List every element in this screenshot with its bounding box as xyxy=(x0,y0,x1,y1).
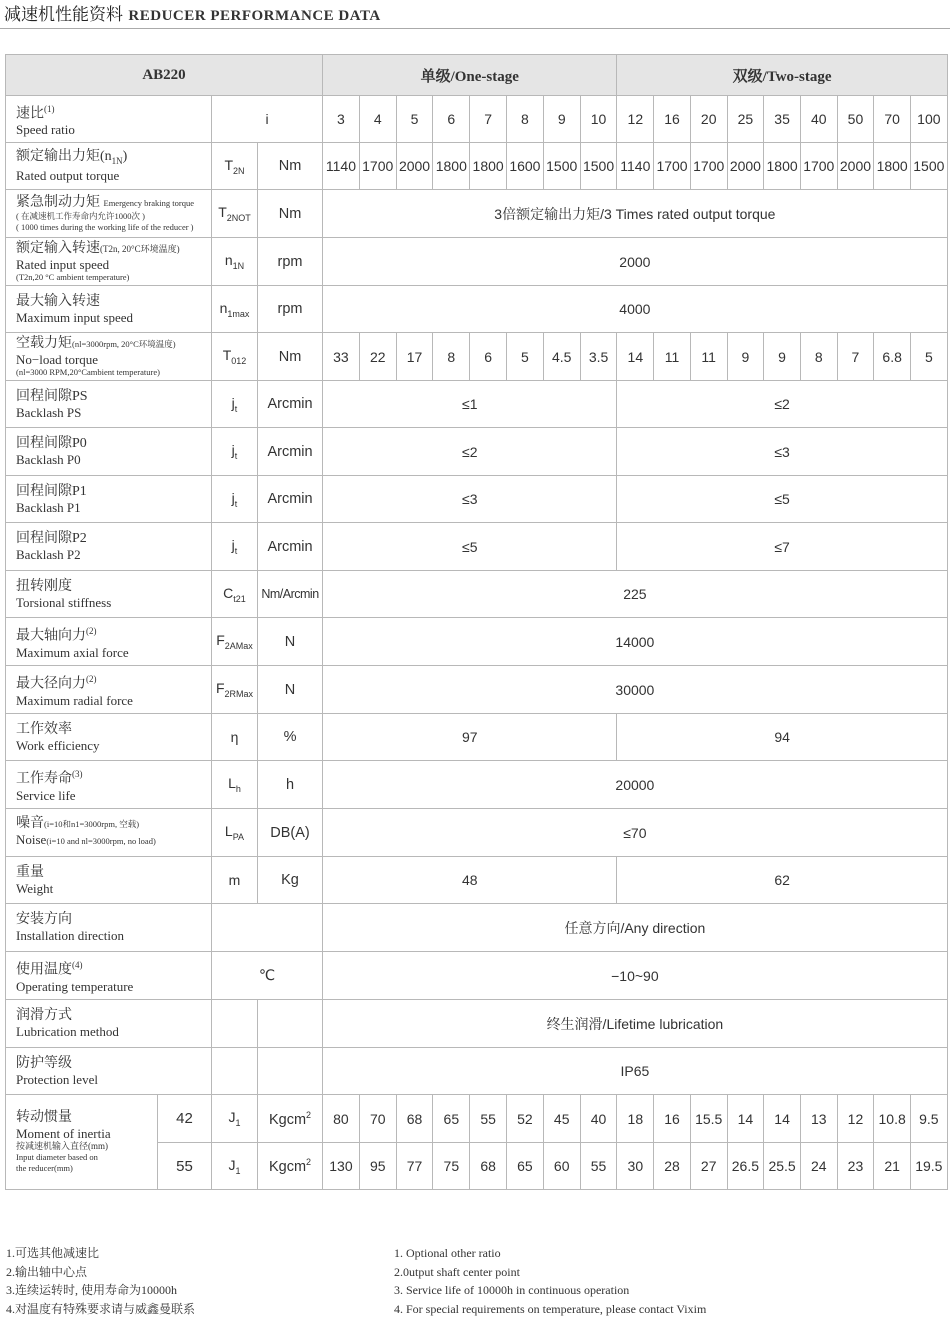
spec-table xyxy=(5,54,948,1190)
inertia-value: 14 xyxy=(727,1095,764,1143)
noise-row xyxy=(6,809,948,857)
inertia-value: 52 xyxy=(507,1095,544,1143)
emergency-symbol: $T_{2NOT}$ xyxy=(212,190,258,238)
noload-value: 33 xyxy=(323,333,360,381)
inertia-value: 12 xyxy=(837,1095,874,1143)
inertia-value: 9.5 xyxy=(910,1095,947,1143)
max-input-label: 最大输入转速 Maximum input speed xyxy=(6,286,212,333)
inertia-symbol: $J_1$ xyxy=(212,1095,258,1143)
life-unit: h xyxy=(258,761,323,809)
noise-value: ≤70 xyxy=(323,809,948,857)
inertia-value: 19.5 xyxy=(910,1143,947,1190)
inertia-value: 55 xyxy=(580,1143,617,1190)
weight-symbol: m xyxy=(212,857,258,904)
rated-input-label: 额定输入转速(T2n, 20°C环境温度) Rated input speed (T2n,20 °C ambient temperature) xyxy=(6,238,212,286)
backlash-ps-one: ≤1 xyxy=(323,381,617,428)
model-header: AB220 xyxy=(6,55,323,96)
ratio-value: 50 xyxy=(837,96,874,143)
ratio-value: 10 xyxy=(580,96,617,143)
efficiency-two: 94 xyxy=(617,714,947,761)
page-title xyxy=(4,0,381,25)
inertia-value: 27 xyxy=(690,1143,727,1190)
ratio-value: 4 xyxy=(359,96,396,143)
weight-one: 48 xyxy=(323,857,617,904)
ratio-value: 8 xyxy=(507,96,544,143)
ratio-value: 35 xyxy=(764,96,801,143)
protection-row xyxy=(6,1048,948,1095)
note-en-2: 2.0utput shaft center point xyxy=(394,1264,520,1279)
max-input-row xyxy=(6,286,948,333)
inertia-value: 14 xyxy=(764,1095,801,1143)
emergency-label: 紧急制动力矩 Emergency braking torque ( 在减速机工作寿命内允许1000次 ) ( 1000 times during the working life of the reducer ) xyxy=(6,190,212,238)
torque-value: 1500 xyxy=(543,143,580,190)
torque-value: 1800 xyxy=(764,143,801,190)
stiffness-label: 扭转刚度 Torsional stiffness xyxy=(6,571,212,618)
backlash-p0-symbol: $j_t$ xyxy=(212,428,258,476)
noload-symbol: $T_{012}$ xyxy=(212,333,258,381)
weight-label: 重量 Weight xyxy=(6,857,212,904)
inertia-dia-42: 42 xyxy=(158,1095,212,1143)
backlash-p2-row xyxy=(6,523,948,571)
note-en-1: 1. Optional other ratio xyxy=(394,1246,501,1260)
radial-value: 30000 xyxy=(323,666,948,714)
inertia-label: 转动惯量 Moment of inertia 按减速机输入直径(mm) Input diameter based on the reducer(mm) xyxy=(6,1095,158,1190)
notes-zh xyxy=(6,1244,195,1318)
install-symbol-empty xyxy=(212,904,323,952)
life-symbol: $L_h$ xyxy=(212,761,258,809)
inertia-value: 18 xyxy=(617,1095,654,1143)
title-rule xyxy=(0,28,950,29)
max-input-value: 4000 xyxy=(323,286,948,333)
rated-input-value: 2000 xyxy=(323,238,948,286)
backlash-p1-two: ≤5 xyxy=(617,476,947,523)
protection-symbol-empty xyxy=(212,1048,258,1095)
torque-value: 1800 xyxy=(874,143,911,190)
backlash-p2-two: ≤7 xyxy=(617,523,947,571)
inertia-unit: Kgcm$^2$ xyxy=(258,1095,323,1143)
backlash-ps-row xyxy=(6,381,948,428)
note-zh-1: 1.可选其他减速比 xyxy=(6,1246,100,1260)
ratio-value: 12 xyxy=(617,96,654,143)
install-row xyxy=(6,904,948,952)
backlash-p1-unit: Arcmin xyxy=(258,476,323,523)
ratio-value: 3 xyxy=(323,96,360,143)
noise-label: 噪音(i=10和n1=3000rpm, 空载) Noise(i=10 and nl=3000rpm, no load) xyxy=(6,809,212,857)
rated-torque-symbol: $T_{2N}$ xyxy=(212,143,258,190)
protection-value: IP65 xyxy=(323,1048,948,1095)
noload-value: 6 xyxy=(470,333,507,381)
note-en-3: 3. Service life of 10000h in continuous operation xyxy=(394,1283,630,1297)
inertia-value: 16 xyxy=(654,1095,691,1143)
torque-value: 1140 xyxy=(617,143,654,190)
rated-torque-unit: Nm xyxy=(258,143,323,190)
ratio-value: 25 xyxy=(727,96,764,143)
inertia-value: 77 xyxy=(396,1143,433,1190)
noise-symbol: $L_{PA}$ xyxy=(212,809,258,857)
notes-en xyxy=(394,1244,706,1318)
inertia-symbol: $J_1$ xyxy=(212,1143,258,1190)
noload-value: 5 xyxy=(507,333,544,381)
ratio-value: 7 xyxy=(470,96,507,143)
radial-symbol: $F_{2RMax}$ xyxy=(212,666,258,714)
inertia-value: 21 xyxy=(874,1143,911,1190)
noload-row xyxy=(6,333,948,381)
backlash-p0-unit: Arcmin xyxy=(258,428,323,476)
noload-value: 11 xyxy=(690,333,727,381)
weight-unit: Kg xyxy=(258,857,323,904)
backlash-p2-one: ≤5 xyxy=(323,523,617,571)
rated-torque-row xyxy=(6,143,948,190)
torque-value: 1700 xyxy=(654,143,691,190)
temp-label: 使用温度$^{(4)}$ Operating temperature xyxy=(6,952,212,1000)
install-value: 任意方向/Any direction xyxy=(323,904,948,952)
ratio-value: 6 xyxy=(433,96,470,143)
lube-value: 终生润滑/Lifetime lubrication xyxy=(323,1000,948,1048)
lube-unit-empty xyxy=(258,1000,323,1048)
note-zh-2: 2.输出轴中心点 xyxy=(6,1264,88,1279)
efficiency-row xyxy=(6,714,948,761)
inertia-value: 55 xyxy=(470,1095,507,1143)
inertia-value: 10.8 xyxy=(874,1095,911,1143)
noload-value: 8 xyxy=(800,333,837,381)
axial-row xyxy=(6,618,948,666)
title-en: REDUCER PERFORMANCE DATA xyxy=(128,8,381,24)
inertia-value: 65 xyxy=(507,1143,544,1190)
inertia-value: 60 xyxy=(543,1143,580,1190)
stiffness-row xyxy=(6,571,948,618)
noload-value: 5 xyxy=(910,333,947,381)
backlash-ps-two: ≤2 xyxy=(617,381,947,428)
axial-label: 最大轴向力$^{(2)}$ Maximum axial force xyxy=(6,618,212,666)
noload-value: 4.5 xyxy=(543,333,580,381)
backlash-p0-row xyxy=(6,428,948,476)
axial-unit: N xyxy=(258,618,323,666)
max-input-unit: rpm xyxy=(258,286,323,333)
ratio-value: 9 xyxy=(543,96,580,143)
lube-label: 润滑方式 Lubrication method xyxy=(6,1000,212,1048)
inertia-value: 13 xyxy=(800,1095,837,1143)
inertia-row-42 xyxy=(6,1095,948,1143)
axial-value: 14000 xyxy=(323,618,948,666)
noload-value: 8 xyxy=(433,333,470,381)
torque-value: 1700 xyxy=(359,143,396,190)
emergency-row xyxy=(6,190,948,238)
note-zh-4: 4.对温度有特殊要求请与威鑫曼联系 xyxy=(6,1301,196,1316)
weight-row xyxy=(6,857,948,904)
backlash-p0-two: ≤3 xyxy=(617,428,947,476)
backlash-p1-row xyxy=(6,476,948,523)
ratio-value: 100 xyxy=(910,96,947,143)
inertia-value: 23 xyxy=(837,1143,874,1190)
noload-value: 22 xyxy=(359,333,396,381)
inertia-value: 130 xyxy=(323,1143,360,1190)
stiffness-value: 225 xyxy=(323,571,948,618)
torque-value: 2000 xyxy=(396,143,433,190)
one-stage-header: 单级/One-stage xyxy=(323,55,617,96)
rated-input-symbol: $n_{1N}$ xyxy=(212,238,258,286)
note-en-4: 4. For special requirements on temperature, please contact Vixim xyxy=(394,1301,707,1316)
inertia-value: 30 xyxy=(617,1143,654,1190)
ratio-value: 20 xyxy=(690,96,727,143)
backlash-p1-one: ≤3 xyxy=(323,476,617,523)
noload-value: 14 xyxy=(617,333,654,381)
backlash-ps-unit: Arcmin xyxy=(258,381,323,428)
temp-value: −10~90 xyxy=(323,952,948,1000)
axial-symbol: $F_{2AMax}$ xyxy=(212,618,258,666)
inertia-dia-55: 55 xyxy=(158,1143,212,1190)
backlash-ps-label: 回程间隙PS Backlash PS xyxy=(6,381,212,428)
backlash-p2-symbol: $j_t$ xyxy=(212,523,258,571)
ratio-label: 速比$^{(1)}$ Speed ratio xyxy=(6,96,212,143)
inertia-value: 40 xyxy=(580,1095,617,1143)
torque-value: 2000 xyxy=(837,143,874,190)
noload-value: 6.8 xyxy=(874,333,911,381)
inertia-unit: Kgcm$^2$ xyxy=(258,1143,323,1190)
radial-label: 最大径向力$^{(2)}$ Maximum radial force xyxy=(6,666,212,714)
ratio-value: 40 xyxy=(800,96,837,143)
inertia-value: 68 xyxy=(396,1095,433,1143)
torque-value: 1500 xyxy=(910,143,947,190)
noload-unit: Nm xyxy=(258,333,323,381)
lube-symbol-empty xyxy=(212,1000,258,1048)
temp-row xyxy=(6,952,948,1000)
noload-value: 11 xyxy=(654,333,691,381)
noload-value: 7 xyxy=(837,333,874,381)
inertia-value: 15.5 xyxy=(690,1095,727,1143)
rated-input-unit: rpm xyxy=(258,238,323,286)
efficiency-symbol: η xyxy=(212,714,258,761)
rated-input-row xyxy=(6,238,948,286)
torque-value: 1700 xyxy=(690,143,727,190)
efficiency-label: 工作效率 Work efficiency xyxy=(6,714,212,761)
ratio-value: 70 xyxy=(874,96,911,143)
inertia-value: 25.5 xyxy=(764,1143,801,1190)
inertia-value: 24 xyxy=(800,1143,837,1190)
inertia-value: 68 xyxy=(470,1143,507,1190)
emergency-value: 3倍额定输出力矩/3 Times rated output torque xyxy=(323,190,948,238)
torque-value: 1800 xyxy=(433,143,470,190)
torque-value: 1800 xyxy=(470,143,507,190)
backlash-p2-unit: Arcmin xyxy=(258,523,323,571)
life-value: 20000 xyxy=(323,761,948,809)
note-zh-3: 3.连续运转时, 使用寿命为10000h xyxy=(6,1283,178,1297)
inertia-value: 80 xyxy=(323,1095,360,1143)
stiffness-symbol: $C_{t21}$ xyxy=(212,571,258,618)
radial-unit: N xyxy=(258,666,323,714)
stiffness-unit: Nm/Arcmin xyxy=(258,571,323,618)
weight-two: 62 xyxy=(617,857,947,904)
backlash-p2-label: 回程间隙P2 Backlash P2 xyxy=(6,523,212,571)
torque-value: 1700 xyxy=(800,143,837,190)
backlash-p1-symbol: $j_t$ xyxy=(212,476,258,523)
backlash-p0-label: 回程间隙P0 Backlash P0 xyxy=(6,428,212,476)
inertia-value: 75 xyxy=(433,1143,470,1190)
noload-value: 17 xyxy=(396,333,433,381)
protection-unit-empty xyxy=(258,1048,323,1095)
backlash-p0-one: ≤2 xyxy=(323,428,617,476)
efficiency-unit: % xyxy=(258,714,323,761)
ratio-row xyxy=(6,96,948,143)
efficiency-one: 97 xyxy=(323,714,617,761)
inertia-value: 45 xyxy=(543,1095,580,1143)
inertia-value: 26.5 xyxy=(727,1143,764,1190)
header-row xyxy=(6,55,948,96)
torque-value: 2000 xyxy=(727,143,764,190)
radial-row xyxy=(6,666,948,714)
noload-value: 9 xyxy=(764,333,801,381)
inertia-value: 65 xyxy=(433,1095,470,1143)
install-label: 安装方向 Installation direction xyxy=(6,904,212,952)
noload-value: 3.5 xyxy=(580,333,617,381)
emergency-unit: Nm xyxy=(258,190,323,238)
title-zh: 减速机性能资料 xyxy=(4,5,123,25)
torque-value: 1140 xyxy=(323,143,360,190)
lube-row xyxy=(6,1000,948,1048)
life-row xyxy=(6,761,948,809)
ratio-symbol: i xyxy=(212,96,323,143)
temp-unit: ℃ xyxy=(212,952,323,1000)
inertia-value: 70 xyxy=(359,1095,396,1143)
noise-unit: DB(A) xyxy=(258,809,323,857)
torque-value: 1600 xyxy=(507,143,544,190)
rated-torque-label: 额定输出力矩$(n_{1N})$ Rated output torque xyxy=(6,143,212,190)
life-label: 工作寿命$^{(3)}$ Service life xyxy=(6,761,212,809)
backlash-p1-label: 回程间隙P1 Backlash P1 xyxy=(6,476,212,523)
noload-value: 9 xyxy=(727,333,764,381)
noload-label: 空载力矩(nl=3000rpm, 20°C环境温度) No−load torque (nl=3000 RPM,20°Cambient temperature) xyxy=(6,333,212,381)
protection-label: 防护等级 Protection level xyxy=(6,1048,212,1095)
inertia-value: 28 xyxy=(654,1143,691,1190)
ratio-value: 5 xyxy=(396,96,433,143)
inertia-value: 95 xyxy=(359,1143,396,1190)
two-stage-header: 双级/Two-stage xyxy=(617,55,947,96)
ratio-value: 16 xyxy=(654,96,691,143)
torque-value: 1500 xyxy=(580,143,617,190)
backlash-ps-symbol: $j_t$ xyxy=(212,381,258,428)
max-input-symbol: $n_{1max}$ xyxy=(212,286,258,333)
